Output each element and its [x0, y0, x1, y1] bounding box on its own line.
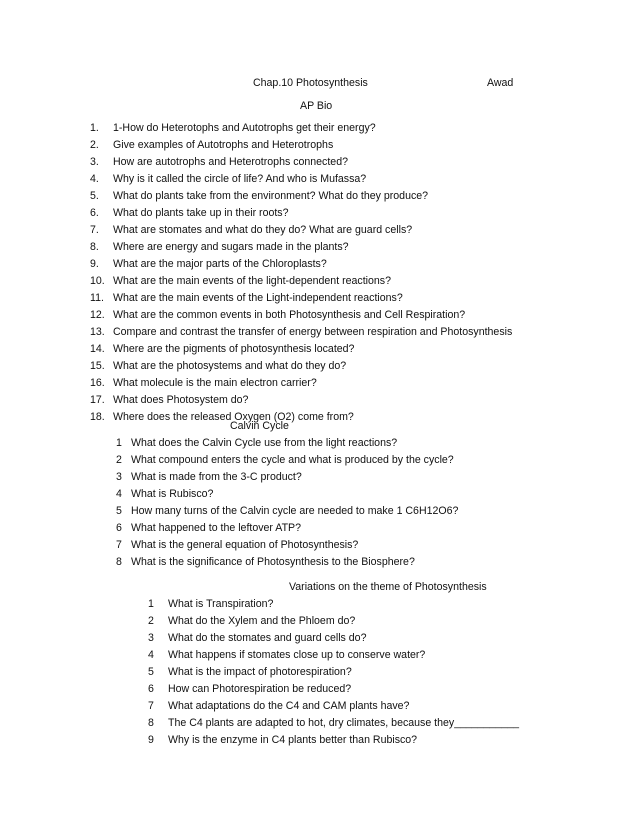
item-text: Compare and contrast the transfer of energy between respiration and Photosynthesis — [113, 326, 513, 338]
list-item — [0, 435, 600, 451]
variations-list — [0, 596, 638, 746]
list-item — [0, 120, 600, 136]
list-item — [0, 596, 600, 612]
list-item — [0, 630, 600, 646]
item-number: 3. — [90, 156, 99, 168]
main-question-list — [0, 120, 638, 423]
item-number: 2 — [148, 615, 154, 627]
item-number: 3 — [148, 632, 154, 644]
list-item — [0, 171, 600, 187]
list-item — [0, 222, 600, 238]
list-item — [0, 154, 600, 170]
item-text: How can Photorespiration be reduced? — [168, 683, 352, 695]
item-number: 8. — [90, 241, 99, 253]
item-number: 17. — [90, 394, 105, 406]
item-text: Why is it called the circle of life? And who is Mufassa? — [113, 173, 367, 185]
item-text: What adaptations do the C4 and CAM plants have? — [168, 700, 410, 712]
item-number: 4. — [90, 173, 99, 185]
item-number: 2 — [116, 454, 122, 466]
item-text: Where are energy and sugars made in the plants? — [113, 241, 349, 253]
author-name: Awad — [487, 77, 514, 89]
item-number: 1 — [116, 437, 122, 449]
item-number: 9. — [90, 258, 99, 270]
item-number: 8 — [116, 556, 122, 568]
item-text: The C4 plants are adapted to hot, dry climates, because they___________ — [168, 717, 520, 729]
item-text: What are the main events of the Light-independent reactions? — [113, 292, 403, 304]
item-number: 2. — [90, 139, 99, 151]
item-number: 12. — [90, 309, 105, 321]
item-number: 8 — [148, 717, 154, 729]
calvin-cycle-list — [0, 435, 638, 568]
list-item — [0, 341, 600, 357]
item-text: How are autotrophs and Heterotrophs connected? — [113, 156, 348, 168]
item-number: 9 — [148, 734, 154, 746]
item-number: 5 — [148, 666, 154, 678]
list-item — [0, 613, 600, 629]
list-item — [0, 358, 600, 374]
list-item — [0, 520, 600, 536]
list-item — [0, 324, 600, 340]
item-text: What molecule is the main electron carrier? — [113, 377, 317, 389]
item-text: What is made from the 3-C product? — [131, 471, 302, 483]
item-text: What happens if stomates close up to conserve water? — [168, 649, 426, 661]
item-number: 10. — [90, 275, 105, 287]
item-number: 4 — [148, 649, 154, 661]
item-text: Give examples of Autotrophs and Heterotrophs — [113, 139, 334, 151]
list-item — [0, 256, 600, 272]
item-text: What is the general equation of Photosynthesis? — [131, 539, 359, 551]
item-text: What do the Xylem and the Phloem do? — [168, 615, 356, 627]
item-text: What do the stomates and guard cells do? — [168, 632, 367, 644]
item-text: What are the photosystems and what do they do? — [113, 360, 347, 372]
item-number: 16. — [90, 377, 105, 389]
item-number: 13. — [90, 326, 105, 338]
item-text: 1-How do Heterotophs and Autotrophs get their energy? — [113, 122, 376, 134]
item-text: What do plants take from the environment? What do they produce? — [113, 190, 429, 202]
list-item — [0, 537, 600, 553]
list-item — [0, 486, 600, 502]
list-item — [0, 715, 600, 731]
section-heading-variations: Variations on the theme of Photosynthesis — [289, 581, 487, 593]
item-number: 18. — [90, 411, 105, 423]
item-text: Where does the released Oxygen (O2) come from? — [113, 411, 354, 423]
list-item — [0, 239, 600, 255]
item-number: 6 — [148, 683, 154, 695]
item-text: What are the common events in both Photosynthesis and Cell Respiration? — [113, 309, 466, 321]
list-item — [0, 205, 600, 221]
page-title: Chap.10 Photosynthesis — [253, 77, 368, 89]
item-number: 5 — [116, 505, 122, 517]
item-text: What happened to the leftover ATP? — [131, 522, 302, 534]
item-text: Why is the enzyme in C4 plants better than Rubisco? — [168, 734, 418, 746]
item-text: What are the major parts of the Chloroplasts? — [113, 258, 327, 270]
list-item — [0, 409, 600, 425]
item-number: 5. — [90, 190, 99, 202]
item-text: What is Transpiration? — [168, 598, 274, 610]
list-item — [0, 375, 600, 391]
item-text: What is the impact of photorespiration? — [168, 666, 352, 678]
list-item — [0, 698, 600, 714]
item-number: 6 — [116, 522, 122, 534]
course-name: AP Bio — [300, 100, 333, 112]
item-number: 1 — [148, 598, 154, 610]
item-number: 3 — [116, 471, 122, 483]
item-text: Where are the pigments of photosynthesis located? — [113, 343, 355, 355]
list-item — [0, 392, 600, 408]
list-item — [0, 681, 600, 697]
list-item — [0, 503, 600, 519]
item-text: What is Rubisco? — [131, 488, 214, 500]
item-text: What does the Calvin Cycle use from the light reactions? — [131, 437, 398, 449]
item-number: 7 — [148, 700, 154, 712]
list-item — [0, 273, 600, 289]
list-item — [0, 647, 600, 663]
item-text: What are stomates and what do they do? What are guard cells? — [113, 224, 413, 236]
list-item — [0, 452, 600, 468]
item-number: 7. — [90, 224, 99, 236]
list-item — [0, 137, 600, 153]
item-number: 15. — [90, 360, 105, 372]
item-text: How many turns of the Calvin cycle are needed to make 1 C6H12O6? — [131, 505, 459, 517]
list-item — [0, 732, 600, 748]
list-item — [0, 664, 600, 680]
item-number: 11. — [90, 292, 104, 304]
list-item — [0, 188, 600, 204]
item-text: What is the significance of Photosynthesis to the Biosphere? — [131, 556, 415, 568]
list-item — [0, 554, 600, 570]
list-item — [0, 290, 600, 306]
section-heading-calvin-cycle: Calvin Cycle — [230, 420, 289, 432]
item-number: 7 — [116, 539, 122, 551]
item-number: 4 — [116, 488, 122, 500]
item-text: What compound enters the cycle and what is produced by the cycle? — [131, 454, 454, 466]
item-number: 14. — [90, 343, 105, 355]
item-number: 1. — [90, 122, 99, 134]
list-item — [0, 307, 600, 323]
item-text: What are the main events of the light-dependent reactions? — [113, 275, 391, 287]
item-text: What do plants take up in their roots? — [113, 207, 289, 219]
item-text: What does Photosystem do? — [113, 394, 249, 406]
item-number: 6. — [90, 207, 99, 219]
list-item — [0, 469, 600, 485]
